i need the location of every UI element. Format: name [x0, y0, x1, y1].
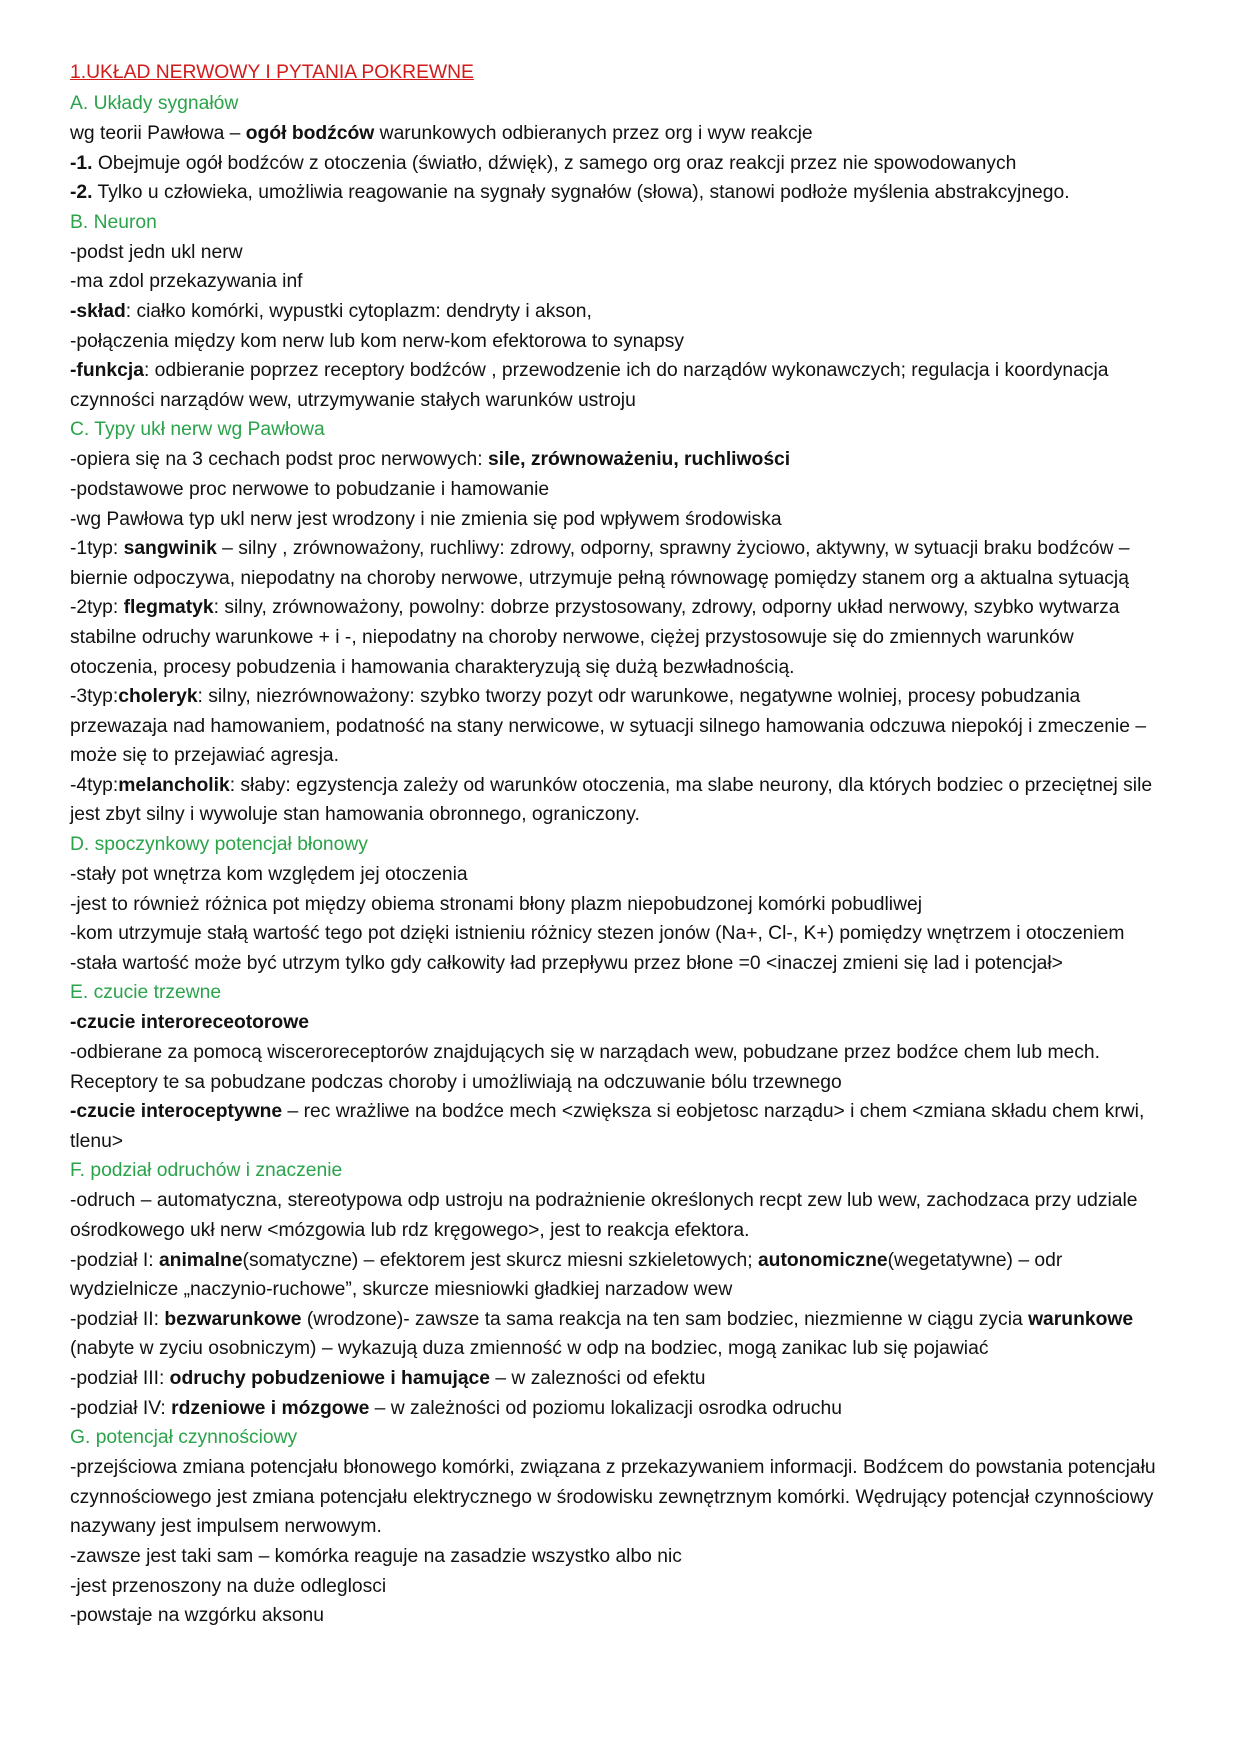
- body-text: -podział II:: [70, 1308, 165, 1330]
- body-text: -kom utrzymuje stałą wartość tego pot dzięki istnieniu różnicy stezen jonów (Na+, Cl-, K+) pomiędzy wnętrzem i otoczeniem: [70, 923, 1125, 945]
- body-text: -odbierane za pomocą wisceroreceptorów znajdujących się w narządach wew, pobudzane przez bodźce chem lub mech. Receptory te sa pobudzane podczas choroby i umożliwiają na odczuwanie bólu trzewnego: [70, 1042, 1100, 1093]
- body-text: -4typ:: [70, 774, 119, 796]
- body-text: : silny, niezrównoważony: szybko tworzy pozyt odr warunkowe, negatywne wolniej, procesy pobudzania przewazaja nad hamowaniem, podatność na stany nerwicowe, w sytuacji silnego hamowania odczuwa niepokój i zmeczenie – może się to przejawiać agresja.: [70, 686, 1147, 767]
- section-heading: E. czucie trzewne: [70, 982, 222, 1004]
- section-paragraph: [70, 1542, 1164, 1572]
- section-paragraph: [70, 356, 1164, 415]
- body-text: Tylko u człowieka, umożliwia reagowanie na sygnały sygnałów (słowa), stanowi podłoże myślenia abstrakcyjnego.: [92, 182, 1070, 204]
- section-paragraph: [70, 1008, 1164, 1038]
- section-paragraph: [70, 1038, 1164, 1097]
- section-paragraph: [70, 297, 1164, 327]
- section-paragraph: [70, 1186, 1164, 1245]
- body-text: (wrodzone)- zawsze ta sama reakcja na ten sam bodziec, niezmienne w ciągu zycia: [301, 1308, 1029, 1330]
- section-heading: C. Typy ukł nerw wg Pawłowa: [70, 419, 325, 441]
- body-text: -przejściowa zmiana potencjału błonowego komórki, związana z przekazywaniem informacji. Bodźcem do powstania potencjału czynnościowego jest zmiana potencjału elektrycznego w środowisku zewnętrznym komórki. Wędrujący potencjał czynnościowy nazywany jest impulsem nerwowym.: [70, 1457, 1156, 1538]
- section-paragraph: [70, 327, 1164, 357]
- section-paragraph: [70, 475, 1164, 505]
- section-heading: F. podział odruchów i znaczenie: [70, 1160, 343, 1182]
- body-text: -ma zdol przekazywania inf: [70, 271, 303, 293]
- section-paragraph: [70, 1601, 1164, 1631]
- section-paragraph: [70, 534, 1164, 593]
- section-paragraph: [70, 919, 1164, 949]
- body-text: -stały pot wnętrza kom względem jej otoczenia: [70, 864, 468, 886]
- emphasis-text: -czucie interoreceotorowe: [70, 1012, 309, 1034]
- section-paragraph: [70, 890, 1164, 920]
- body-text: – w zależności od poziomu lokalizacji osrodka odruchu: [369, 1397, 842, 1419]
- document-body: [70, 89, 1164, 1631]
- emphasis-text: sangwinik: [123, 538, 217, 560]
- emphasis-text: flegmatyk: [123, 597, 214, 619]
- body-text: -jest to również różnica pot między obiema stronami błony plazm niepobudzonej komórki pobudliwej: [70, 893, 923, 915]
- body-text: – w zalezności od efektu: [490, 1367, 706, 1389]
- emphasis-text: -1.: [70, 152, 93, 174]
- section-paragraph: [70, 771, 1164, 830]
- body-text: : silny, zrównoważony, powolny: dobrze przystosowany, zdrowy, odporny układ nerwowy, szybko wytwarza stabilne odruchy warunkowe + i -, niepodatny na choroby nerwowe, ciężej przystosowuje się do zmiennych warunków otoczenia, procesy pobudzenia i hamowania charakteryzują się dużą bezwładnością.: [70, 597, 1120, 678]
- emphasis-text: autonomiczne: [757, 1249, 888, 1271]
- section-paragraph: [70, 1246, 1164, 1305]
- body-text: -1typ:: [70, 538, 124, 560]
- body-text: : odbieranie poprzez receptory bodźców , przewodzenie ich do narządów wykonawczych; regulacja i koordynacja czynności narządów wew, utrzymywanie stałych warunków ustroju: [70, 360, 1109, 411]
- body-text: -3typ:: [70, 686, 119, 708]
- section-heading: B. Neuron: [70, 211, 157, 233]
- section-paragraph: [70, 682, 1164, 771]
- body-text: -połączenia między kom nerw lub kom nerw-kom efektorowa to synapsy: [70, 330, 685, 352]
- document-title: 1.UKŁAD NERWOWY I PYTANIA POKREWNE: [70, 62, 474, 83]
- body-text: Obejmuje ogół bodźców z otoczenia (światło, dźwięk), z samego org oraz reakcji przez nie spowodowanych: [92, 152, 1017, 174]
- emphasis-text: animalne: [158, 1249, 243, 1271]
- emphasis-text: -skład: [70, 300, 126, 322]
- emphasis-text: ogół bodźców: [245, 123, 375, 144]
- section-paragraph: [70, 949, 1164, 979]
- body-text: -jest przenoszony na duże odleglosci: [70, 1575, 387, 1597]
- section-paragraph: [70, 119, 1164, 149]
- emphasis-text: melancholik: [118, 774, 230, 796]
- emphasis-text: odruchy pobudzeniowe i hamujące: [169, 1367, 490, 1389]
- body-text: -zawsze jest taki sam – komórka reaguje na zasadzie wszystko albo nic: [70, 1545, 682, 1567]
- body-text: -podział III:: [70, 1367, 170, 1389]
- section-paragraph: [70, 1364, 1164, 1394]
- emphasis-text: -2.: [70, 182, 93, 204]
- emphasis-text: -funkcja: [70, 360, 144, 382]
- body-text: : ciałko komórki, wypustki cytoplazm: dendryty i akson,: [125, 300, 592, 322]
- body-text: warunkowych odbieranych przez org i wyw reakcje: [374, 123, 813, 144]
- section-paragraph: [70, 445, 1164, 475]
- emphasis-text: warunkowe: [1028, 1308, 1134, 1330]
- body-text: -podst jedn ukl nerw: [70, 241, 243, 263]
- body-text: -podział IV:: [70, 1397, 172, 1419]
- body-text: (somatyczne) – efektorem jest skurcz miesni szkieletowych;: [242, 1249, 758, 1271]
- section-paragraph: [70, 1453, 1164, 1542]
- body-text: -wg Pawłowa typ ukl nerw jest wrodzony i nie zmienia się pod wpływem środowiska: [70, 508, 782, 530]
- section-paragraph: [70, 593, 1164, 682]
- emphasis-text: bezwarunkowe: [164, 1308, 302, 1330]
- emphasis-text: choleryk: [118, 686, 198, 708]
- section-paragraph: [70, 149, 1164, 179]
- section-heading: G. potencjał czynnościowy: [70, 1427, 298, 1449]
- section-paragraph: [70, 860, 1164, 890]
- body-text: -2typ:: [70, 597, 124, 619]
- body-text: : słaby: egzystencja zależy od warunków otoczenia, ma slabe neurony, dla których bodziec o przeciętnej sile jest zbyt silny i wywoluje stan hamowania obronnego, ograniczony.: [70, 774, 1153, 826]
- section-heading: D. spoczynkowy potencjał błonowy: [70, 834, 368, 856]
- body-text: (wegetatywne) – odr wydzielnicze „naczynio-ruchowe”, skurcze miesniowki gładkiej narzadow wew: [70, 1249, 1063, 1301]
- section-paragraph: [70, 1097, 1164, 1156]
- section-paragraph: [70, 267, 1164, 297]
- body-text: -podział I:: [70, 1249, 159, 1271]
- body-text: – silny , zrównoważony, ruchliwy: zdrowy, odporny, sprawny życiowo, aktywny, w sytuacji braku bodźców – biernie odpoczywa, niepodatny na choroby nerwowe, utrzymuje pełną równowagę pomiędzy stanem org a aktualna sytuacją: [70, 538, 1130, 589]
- section-heading: A. Układy sygnałów: [70, 93, 239, 114]
- section-paragraph: [70, 1572, 1164, 1602]
- section-paragraph: [70, 1394, 1164, 1424]
- body-text: – rec wrażliwe na bodźce mech <zwiększa si eobjetosc narządu> i chem <zmiana składu chem krwi, tlenu>: [70, 1101, 1145, 1152]
- section-paragraph: [70, 238, 1164, 268]
- body-text: -podstawowe proc nerwowe to pobudzanie i hamowanie: [70, 478, 550, 500]
- section-paragraph: [70, 178, 1164, 208]
- body-text: -powstaje na wzgórku aksonu: [70, 1605, 325, 1627]
- emphasis-text: sile, zrównoważeniu, ruchliwości: [487, 449, 791, 471]
- emphasis-text: -czucie interoceptywne: [70, 1101, 283, 1123]
- body-text: -opiera się na 3 cechach podst proc nerwowych:: [70, 449, 488, 471]
- body-text: wg teorii Pawłowa –: [70, 123, 246, 144]
- body-text: -odruch – automatyczna, stereotypowa odp ustroju na podrażnienie określonych recpt zew lub wew, zachodzaca przy udziale ośrodkowego ukł nerw <mózgowia lub rdz kręgowego>, jest to reakcja efektora.: [70, 1190, 1138, 1241]
- body-text: (nabyte w zyciu osobniczym) – wykazują duza zmienność w odp na bodziec, mogą zanikac lub się pojawiać: [70, 1338, 989, 1360]
- section-paragraph: [70, 505, 1164, 535]
- emphasis-text: rdzeniowe i mózgowe: [171, 1397, 370, 1419]
- section-paragraph: [70, 1305, 1164, 1364]
- body-text: -stała wartość może być utrzym tylko gdy całkowity ład przepływu przez błone =0 <inaczej zmieni się lad i potencjał>: [70, 952, 1063, 974]
